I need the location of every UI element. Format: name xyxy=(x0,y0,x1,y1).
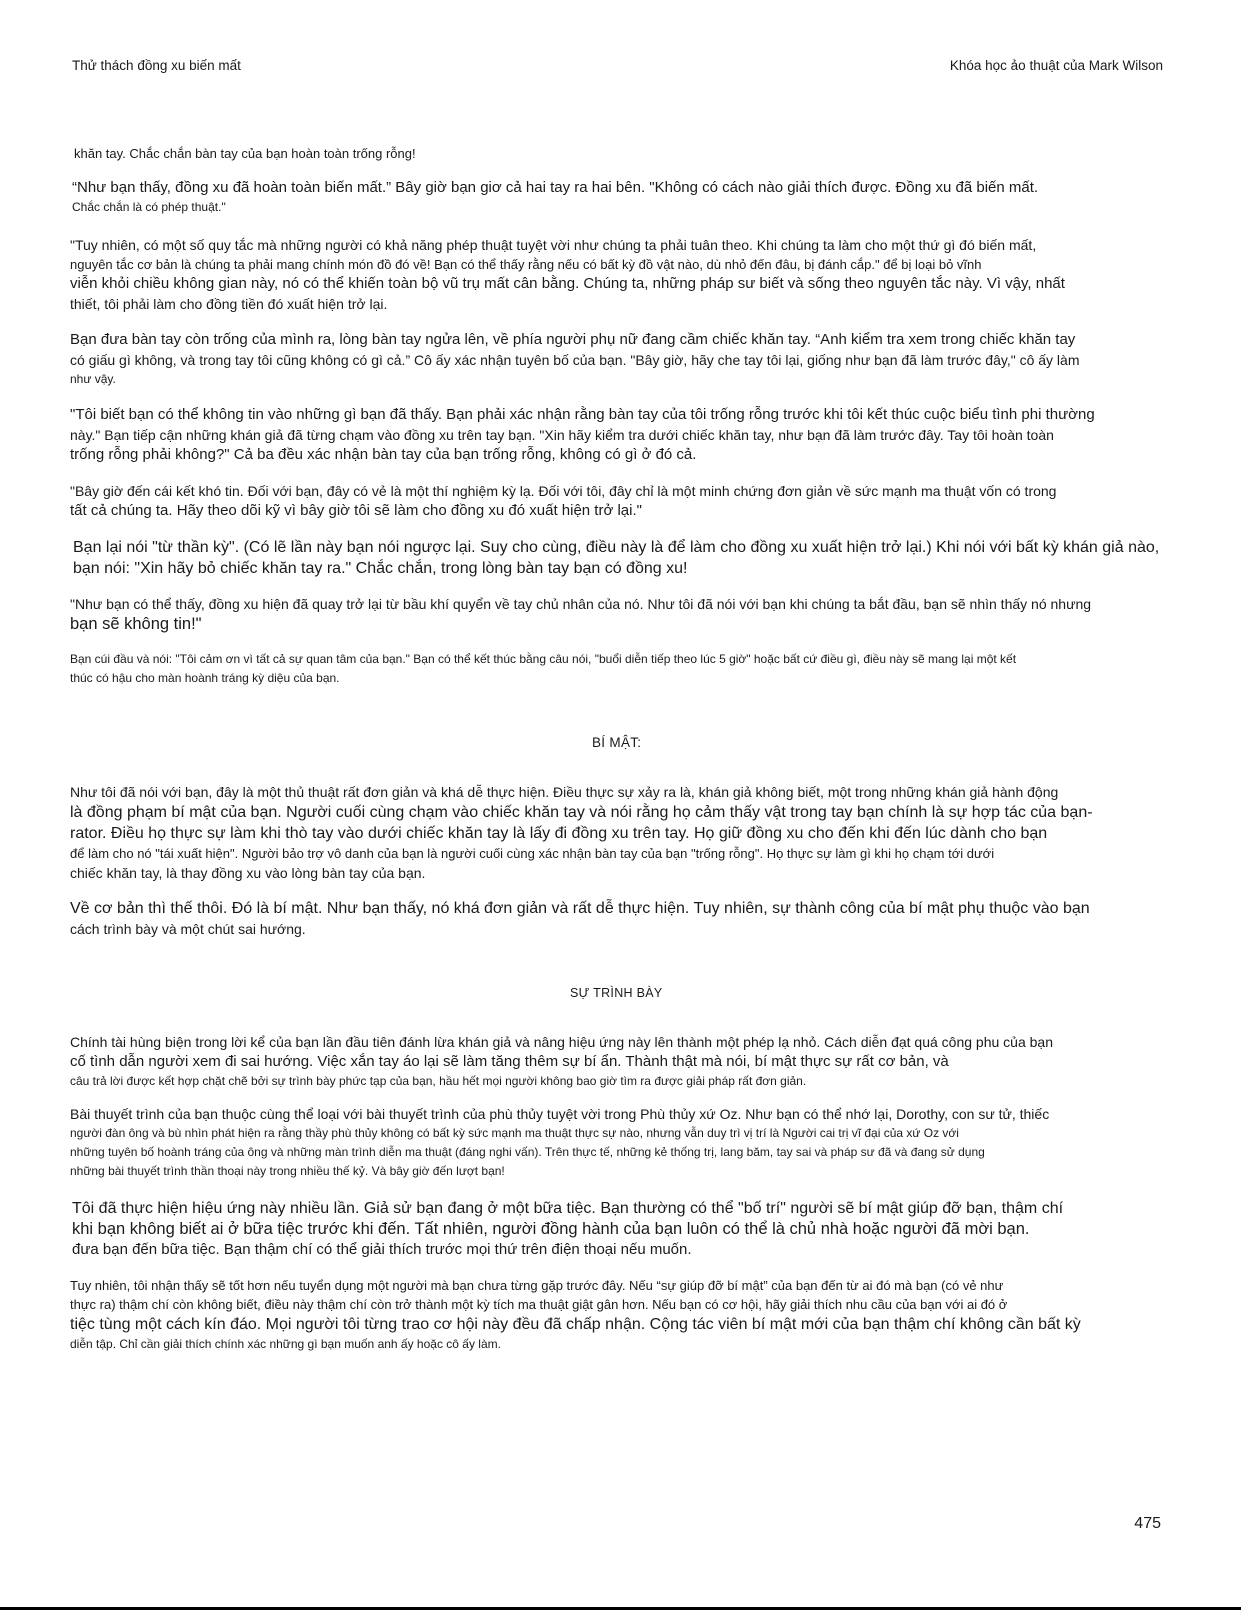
text-line: "Bây giờ đến cái kết khó tin. Đối với bạn, đây có vẻ là một thí nghiệm kỳ lạ. Đối với tôi, đây chỉ là một minh chứng đơn giản về sức mạnh ma thuật vốn có trong xyxy=(70,483,1057,499)
text-line: rator. Điều họ thực sự làm khi thò tay vào dưới chiếc khăn tay là lấy đi đồng xu trên tay. Họ giữ đồng xu cho đến khi đến lúc dành cho bạn xyxy=(70,825,1048,842)
text-line: Bạn lại nói "từ thần kỳ". (Có lẽ lần này bạn nói ngược lại. Suy cho cùng, điều này là để làm cho đồng xu xuất hiện trở lại.) Khi nói với bất kỳ khán giả nào, xyxy=(73,539,1160,556)
text-line: Về cơ bản thì thế thôi. Đó là bí mật. Như bạn thấy, nó khá đơn giản và rất dễ thực hiện. Tuy nhiên, sự thành công của bí mật phụ thuộc vào bạn xyxy=(70,900,1090,917)
paragraph xyxy=(70,405,1170,465)
text-line: Như tôi đã nói với bạn, đây là một thủ thuật rất đơn giản và khá dễ thực hiện. Điều thực sự xảy ra là, khán giả không biết, một trong những khán giả hành động xyxy=(70,784,1059,800)
paragraph xyxy=(70,481,1170,521)
text-line: Bạn đưa bàn tay còn trống của mình ra, lòng bàn tay ngửa lên, về phía người phụ nữ đang cầm chiếc khăn tay. “Anh kiểm tra xem trong chiếc khăn tay xyxy=(70,331,1076,348)
text-line: thực ra) thậm chí còn không biết, điều này thậm chí còn trở thành một kỳ tích ma thuật giật gân hơn. Nếu bạn có cơ hội, hãy giải thích nhu cầu của bạn với ai đó ở xyxy=(70,1297,1008,1312)
text-line: nguyên tắc cơ bản là chúng ta phải mang chính món đồ đó về! Bạn có thể thấy rằng nếu có bất kỳ đồ vật nào, dù nhỏ đến đâu, bị đánh cắp." để bị loại bỏ vĩnh xyxy=(70,257,982,272)
paragraph xyxy=(70,650,1170,688)
text-line: câu trả lời được kết hợp chặt chẽ bởi sự trình bày phức tạp của bạn, hầu hết mọi người không bao giờ tìm ra được giải pháp rất đơn giản. xyxy=(70,1074,807,1088)
text-line: trống rỗng phải không?" Cả ba đều xác nhận bàn tay của bạn trống rỗng, không có gì ở đó cả. xyxy=(70,446,697,463)
text-line: này." Bạn tiếp cận những khán giả đã từng chạm vào đồng xu trên tay bạn. "Xin hãy kiểm tra dưới chiếc khăn tay, như bạn đã làm trước đây. Tay tôi hoàn toàn xyxy=(70,427,1054,443)
paragraph xyxy=(72,1198,1172,1260)
text-line: bạn nói: "Xin hãy bỏ chiếc khăn tay ra." Chắc chắn, trong lòng bàn tay bạn có đồng xu! xyxy=(73,560,688,577)
paragraph xyxy=(73,537,1173,579)
text-line: những tuyên bố hoành tráng của ông và những màn trình diễn ma thuật (đáng nghi vấn). Trên thực tế, những kẻ thống trị, lang băm, tay sai và pháp sư đã và đang sử dụng xyxy=(70,1145,985,1159)
text-line: những bài thuyết trình thần thoại này trong nhiều thế kỷ. Và bây giờ đến lượt bạn! xyxy=(70,1164,505,1178)
text-line: chiếc khăn tay, là thay đồng xu vào lòng bàn tay của bạn. xyxy=(70,865,426,881)
text-line: có giấu gì không, và trong tay tôi cũng không có gì cả.” Cô ấy xác nhận tuyên bố của bạn. "Bây giờ, hãy che tay tôi lại, giống như bạn đã làm trước đây," cô ấy làm xyxy=(70,352,1080,368)
paragraph xyxy=(70,235,1170,314)
paragraph xyxy=(70,1104,1170,1181)
running-header-left: Thử thách đồng xu biến mất xyxy=(72,58,241,73)
text-line: như vậy. xyxy=(70,372,116,386)
paragraph xyxy=(70,330,1170,389)
text-line: viễn khỏi chiều không gian này, nó có thể khiến toàn bộ vũ trụ mất cân bằng. Chúng ta, những pháp sư biết và sống theo nguyên tắc này. Vì vậy, nhất xyxy=(70,275,1065,292)
paragraph xyxy=(72,178,1172,217)
text-line: tất cả chúng ta. Hãy theo dõi kỹ vì bây giờ tôi sẽ làm cho đồng xu đó xuất hiện trở lại." xyxy=(70,502,642,519)
text-line: "Tuy nhiên, có một số quy tắc mà những người có khả năng phép thuật tuyệt vời như chúng ta phải tuân theo. Khi chúng ta làm cho một thứ gì đó biến mất, xyxy=(70,237,1037,253)
text-line: Bài thuyết trình của bạn thuộc cùng thể loại với bài thuyết trình của phù thủy tuyệt vời trong Phù thủy xứ Oz. Như bạn có thể nhớ lại, Dorothy, con sư tử, thiếc xyxy=(70,1106,1050,1122)
text-line: đưa bạn đến bữa tiệc. Bạn thậm chí có thể giải thích trước mọi thứ trên điện thoại nếu muốn. xyxy=(72,1241,692,1258)
text-line: người đàn ông và bù nhìn phát hiện ra rằng thầy phù thủy không có bất kỳ sức mạnh ma thuật thực sự nào, nhưng vẫn duy trì vị trí là Người cai trị vĩ đại của xứ Oz với xyxy=(70,1126,959,1140)
text-line: "Tôi biết bạn có thể không tin vào những gì bạn đã thấy. Bạn phải xác nhận rằng bàn tay của tôi trống rỗng trước khi tôi kết thúc cuộc biểu tình phi thường xyxy=(70,406,1095,423)
text-line: Chắc chắn là có phép thuật." xyxy=(72,200,226,214)
text-line: Chính tài hùng biện trong lời kể của bạn lần đầu tiên đánh lừa khán giả và nâng hiệu ứng này lên thành một phép lạ nhỏ. Cách diễn đạt quá công phu của bạn xyxy=(70,1034,1053,1050)
text-line: Tuy nhiên, tôi nhận thấy sẽ tốt hơn nếu tuyển dụng một người mà bạn chưa từng gặp trước đây. Nếu “sự giúp đỡ bí mật” của bạn đến từ ai đó mà bạn (có vẻ như xyxy=(70,1278,1004,1293)
text-line: để làm cho nó "tái xuất hiện". Người bảo trợ vô danh của bạn là người cuối cùng xác nhận bàn tay của bạn "trống rỗng". Họ thực sự làm gì khi họ chạm tới dưới xyxy=(70,846,995,861)
page-number: 475 xyxy=(1134,1515,1161,1532)
text-line: "Như bạn có thể thấy, đồng xu hiện đã quay trở lại từ bầu khí quyển về tay chủ nhân của nó. Như tôi đã nói với bạn khi chúng ta bắt đầu, bạn sẽ nhìn thấy nó nhưng xyxy=(70,596,1092,612)
text-line: là đồng phạm bí mật của bạn. Người cuối cùng chạm vào chiếc khăn tay và nói rằng họ cảm thấy vật trong tay bạn chính là sự hợp tác của bạn- xyxy=(70,804,1093,821)
paragraph xyxy=(74,144,1174,163)
paragraph xyxy=(70,1276,1170,1354)
paragraph xyxy=(70,782,1170,883)
text-line: bạn sẽ không tin!" xyxy=(70,615,202,633)
running-header-right: Khóa học ảo thuật của Mark Wilson xyxy=(949,58,1163,73)
text-line: thúc có hậu cho màn hoành tráng kỳ diệu của bạn. xyxy=(70,671,340,685)
text-line: Bạn cúi đầu và nói: "Tôi cảm ơn vì tất cả sự quan tâm của bạn." Bạn có thể kết thúc bằng câu nói, "buổi diễn tiếp theo lúc 5 giờ" hoặc bất cứ điều gì, điều này sẽ mang lại một kết xyxy=(70,652,1017,666)
section-heading-presentation: SỰ TRÌNH BÀY xyxy=(570,986,663,1000)
text-line: tiệc tùng một cách kín đáo. Mọi người tôi từng trao cơ hội này đều đã chấp nhận. Cộng tác viên bí mật mới của bạn thậm chí không cần bất kỳ xyxy=(70,1316,1081,1333)
text-line: khăn tay. Chắc chắn bàn tay của bạn hoàn toàn trống rỗng! xyxy=(74,146,416,161)
text-line: khi bạn không biết ai ở bữa tiệc trước khi đến. Tất nhiên, người đồng hành của bạn luôn có thể là chủ nhà hoặc người đã mời bạn. xyxy=(72,1220,1030,1238)
paragraph xyxy=(70,1032,1170,1091)
paragraph xyxy=(70,898,1170,939)
text-line: diễn tập. Chỉ cần giải thích chính xác những gì bạn muốn anh ấy hoặc cô ấy làm. xyxy=(70,1337,501,1351)
paragraph xyxy=(70,594,1170,635)
section-heading-secret: BÍ MẬT: xyxy=(592,735,642,750)
text-line: thiết, tôi phải làm cho đồng tiền đó xuất hiện trở lại. xyxy=(70,296,388,312)
text-line: “Như bạn thấy, đồng xu đã hoàn toàn biến mất.” Bây giờ bạn giơ cả hai tay ra hai bên. "Không có cách nào giải thích được. Đồng xu đã biến mất. xyxy=(72,179,1039,196)
text-line: cách trình bày và một chút sai hướng. xyxy=(70,921,306,937)
text-line: Tôi đã thực hiện hiệu ứng này nhiều lần. Giả sử bạn đang ở một bữa tiệc. Bạn thường có thể "bố trí" người sẽ bí mật giúp đỡ bạn, thậm chí xyxy=(72,1200,1064,1217)
text-line: cố tình dẫn người xem đi sai hướng. Việc xắn tay áo lại sẽ làm tăng thêm sự bí ẩn. Thành thật mà nói, bí mật thực sự rất cơ bản, và xyxy=(70,1053,949,1070)
